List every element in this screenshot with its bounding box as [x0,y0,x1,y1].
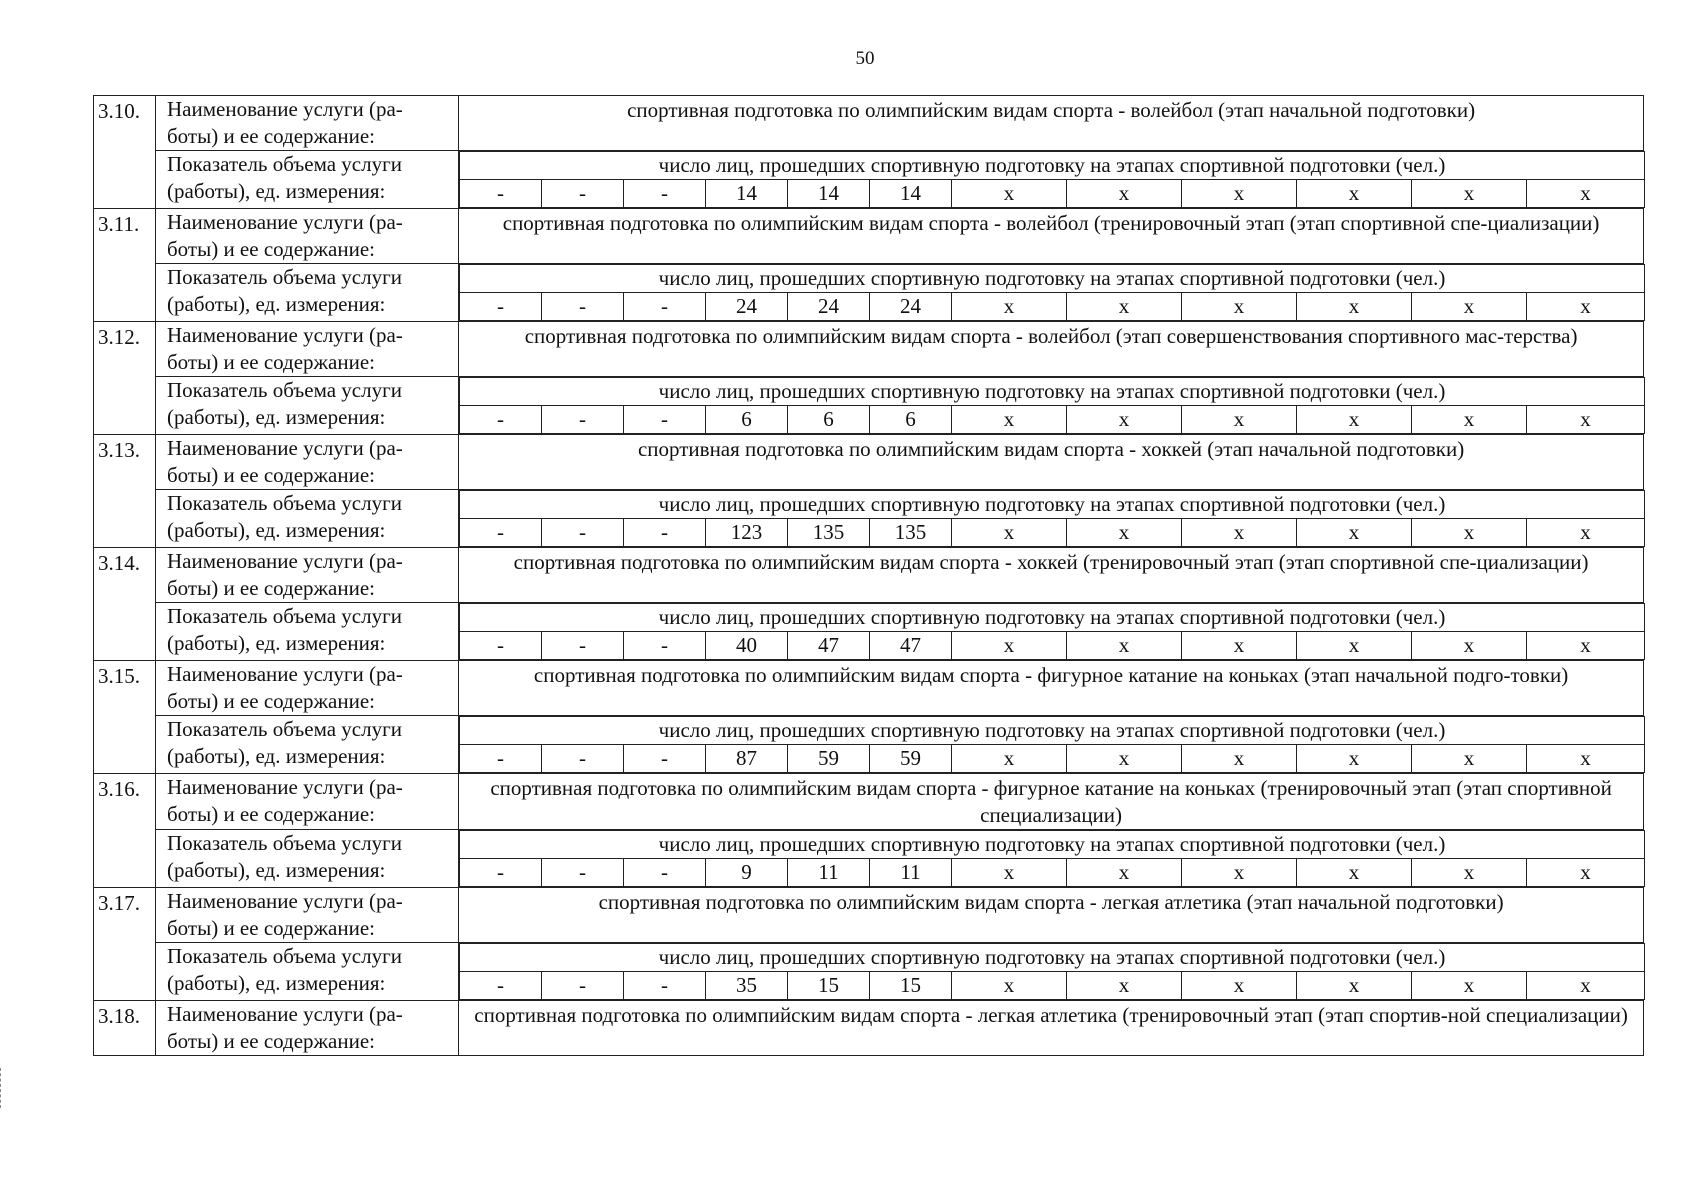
value-cell: 6 [706,406,788,434]
value-cell: - [542,293,624,321]
row-number: 3.10. [94,96,156,209]
indicator-label [156,603,459,661]
indicator-label [156,377,459,435]
indicator-block [459,151,1644,209]
row-number: 3.15. [94,661,156,774]
value-cell: - [460,745,542,773]
label-line: Наименование услуги (ра- [167,323,403,347]
value-cell: х [952,745,1067,773]
table-row [94,888,1644,943]
value-cell: х [1527,406,1645,434]
value-cell: х [1067,406,1182,434]
indicator-block [459,377,1644,435]
indicator-text: число лиц, прошедших спортивную подготовку на этапах спортивной подготовки (чел.) [460,378,1645,406]
value-cell: 123 [706,519,788,547]
value-cell: - [460,180,542,208]
label-line: Показатель объема услуги [167,265,402,289]
value-cell: - [460,859,542,887]
value-cell: х [1067,859,1182,887]
value-cell: х [1067,632,1182,660]
value-cell: 11 [788,859,870,887]
service-label [156,888,459,943]
value-cell: - [542,972,624,1000]
value-cell: - [460,632,542,660]
value-cell: х [1412,972,1527,1000]
table-row [94,774,1644,830]
value-cell: х [952,972,1067,1000]
label-line: боты) и ее содержание: [167,1029,376,1053]
value-cell: х [952,632,1067,660]
table-row [94,435,1644,490]
value-cell: 9 [706,859,788,887]
value-cell: 6 [788,406,870,434]
indicator-text: число лиц, прошедших спортивную подготовку на этапах спортивной подготовки (чел.) [460,265,1645,293]
service-name: спортивная подготовка по олимпийским видам спорта - волейбол (тренировочный этап (этап спортивной спе-циализации) [459,209,1644,264]
label-line: боты) и ее содержание: [167,576,376,600]
value-cell: х [952,293,1067,321]
value-cell: - [624,972,706,1000]
label-line: Показатель объема услуги [167,604,402,628]
indicator-block [459,264,1644,322]
table-row [94,96,1644,151]
value-cell: х [1527,745,1645,773]
services-table [93,95,1644,1056]
indicator-label [156,716,459,774]
indicator-block [459,603,1644,661]
value-cell: 24 [870,293,952,321]
service-label [156,661,459,716]
value-cell: 15 [788,972,870,1000]
indicator-subtable [459,264,1645,321]
value-cell: - [624,745,706,773]
indicator-text: число лиц, прошедших спортивную подготовку на этапах спортивной подготовки (чел.) [460,152,1645,180]
value-cell: х [952,406,1067,434]
value-cell: - [460,519,542,547]
service-label [156,209,459,264]
value-cell: х [952,180,1067,208]
value-cell: - [624,293,706,321]
value-cell: х [1527,519,1645,547]
value-cell: х [1297,406,1412,434]
indicator-label [156,151,459,209]
value-cell: х [1182,406,1297,434]
service-name: спортивная подготовка по олимпийским видам спорта - волейбол (этап совершенствования спортивного мас-терства) [459,322,1644,377]
page-number: 50 [855,48,875,69]
indicator-label [156,264,459,322]
indicator-block [459,490,1644,548]
value-cell: х [1297,180,1412,208]
value-cell: х [1527,632,1645,660]
label-line: (работы), ед. измерения: [167,179,386,203]
value-cell: х [1412,180,1527,208]
value-cell: х [1067,293,1182,321]
table-row [94,943,1644,1001]
label-line: (работы), ед. измерения: [167,405,386,429]
value-cell: - [624,406,706,434]
indicator-subtable [459,490,1645,547]
row-number: 3.12. [94,322,156,435]
value-cell: 87 [706,745,788,773]
label-line: Показатель объема услуги [167,717,402,741]
table-row [94,661,1644,716]
indicator-block [459,943,1644,1001]
value-cell: х [1067,972,1182,1000]
value-cell: х [1297,859,1412,887]
service-label [156,1001,459,1056]
label-line: Показатель объема услуги [167,378,402,402]
label-line: Наименование услуги (ра- [167,775,403,799]
value-cell: - [542,180,624,208]
indicator-subtable [459,943,1645,1000]
value-cell: х [1182,519,1297,547]
value-cell: 15 [870,972,952,1000]
row-number: 3.17. [94,888,156,1001]
value-cell: х [1067,180,1182,208]
indicator-label [156,943,459,1001]
value-cell: - [542,632,624,660]
service-name: спортивная подготовка по олимпийским видам спорта - легкая атлетика (этап начальной подготовки) [459,888,1644,943]
label-line: Показатель объема услуги [167,152,402,176]
indicator-text: число лиц, прошедших спортивную подготовку на этапах спортивной подготовки (чел.) [460,604,1645,632]
label-line: боты) и ее содержание: [167,802,376,826]
value-cell: х [1297,972,1412,1000]
table-row [94,603,1644,661]
table-row [94,377,1644,435]
value-cell: х [1182,632,1297,660]
label-line: боты) и ее содержание: [167,237,376,261]
indicator-subtable [459,151,1645,208]
value-cell: х [1412,632,1527,660]
indicator-text: число лиц, прошедших спортивную подготовку на этапах спортивной подготовки (чел.) [460,831,1645,859]
service-label [156,435,459,490]
value-cell: х [1527,293,1645,321]
indicator-subtable [459,603,1645,660]
label-line: боты) и ее содержание: [167,350,376,374]
value-cell: х [1527,859,1645,887]
value-cell: х [1412,859,1527,887]
value-cell: 35 [706,972,788,1000]
row-number: 3.14. [94,548,156,661]
indicator-label [156,490,459,548]
service-name: спортивная подготовка по олимпийским видам спорта - хоккей (тренировочный этап (этап спортивной спе-циализации) [459,548,1644,603]
value-cell: - [624,519,706,547]
margin-mark [0,1068,4,1108]
table-row [94,151,1644,209]
value-cell: х [1412,745,1527,773]
indicator-subtable [459,716,1645,773]
value-cell: - [542,745,624,773]
value-cell: х [1182,972,1297,1000]
indicator-subtable [459,377,1645,434]
value-cell: х [1182,859,1297,887]
label-line: (работы), ед. измерения: [167,518,386,542]
table-row [94,1001,1644,1056]
indicator-text: число лиц, прошедших спортивную подготовку на этапах спортивной подготовки (чел.) [460,944,1645,972]
table-row [94,209,1644,264]
service-label [156,322,459,377]
value-cell: 6 [870,406,952,434]
value-cell: 14 [788,180,870,208]
value-cell: х [1067,745,1182,773]
service-name: спортивная подготовка по олимпийским видам спорта - фигурное катание на коньках (тренировочный этап (этап спортивной специализации) [459,774,1644,830]
row-number: 3.11. [94,209,156,322]
table-row [94,548,1644,603]
value-cell: 135 [788,519,870,547]
table-row [94,830,1644,888]
label-line: Наименование услуги (ра- [167,436,403,460]
indicator-text: число лиц, прошедших спортивную подготовку на этапах спортивной подготовки (чел.) [460,491,1645,519]
indicator-block [459,830,1644,888]
label-line: Наименование услуги (ра- [167,889,403,913]
service-label [156,774,459,830]
row-number: 3.13. [94,435,156,548]
value-cell: - [460,972,542,1000]
value-cell: - [542,859,624,887]
value-cell: х [1412,519,1527,547]
table-row [94,716,1644,774]
label-line: боты) и ее содержание: [167,124,376,148]
value-cell: - [542,406,624,434]
label-line: боты) и ее содержание: [167,689,376,713]
label-line: (работы), ед. измерения: [167,744,386,768]
value-cell: х [952,519,1067,547]
row-number: 3.18. [94,1001,156,1056]
service-name: спортивная подготовка по олимпийским видам спорта - фигурное катание на коньках (этап начальной подго-товки) [459,661,1644,716]
indicator-text: число лиц, прошедших спортивную подготовку на этапах спортивной подготовки (чел.) [460,717,1645,745]
value-cell: х [1182,293,1297,321]
value-cell: х [1297,632,1412,660]
label-line: боты) и ее содержание: [167,463,376,487]
label-line: (работы), ед. измерения: [167,292,386,316]
value-cell: х [1297,745,1412,773]
value-cell: 59 [870,745,952,773]
indicator-label [156,830,459,888]
indicator-block [459,716,1644,774]
value-cell: 24 [788,293,870,321]
value-cell: - [624,632,706,660]
value-cell: - [542,519,624,547]
value-cell: 135 [870,519,952,547]
service-name: спортивная подготовка по олимпийским видам спорта - хоккей (этап начальной подготовки) [459,435,1644,490]
value-cell: х [1412,406,1527,434]
value-cell: 24 [706,293,788,321]
label-line: Наименование услуги (ра- [167,662,403,686]
label-line: Наименование услуги (ра- [167,97,403,121]
value-cell: 59 [788,745,870,773]
row-number: 3.16. [94,774,156,888]
value-cell: 47 [788,632,870,660]
value-cell: х [1412,293,1527,321]
table-row [94,490,1644,548]
label-line: Наименование услуги (ра- [167,210,403,234]
value-cell: х [1527,180,1645,208]
label-line: Показатель объема услуги [167,831,402,855]
value-cell: х [1182,745,1297,773]
service-label [156,548,459,603]
service-name: спортивная подготовка по олимпийским видам спорта - волейбол (этап начальной подготовки) [459,96,1644,151]
value-cell: х [1182,180,1297,208]
label-line: Показатель объема услуги [167,491,402,515]
table-row [94,322,1644,377]
service-label [156,96,459,151]
table-row [94,264,1644,322]
label-line: Наименование услуги (ра- [167,1002,403,1026]
value-cell: - [624,859,706,887]
value-cell: - [624,180,706,208]
value-cell: х [1067,519,1182,547]
label-line: Показатель объема услуги [167,944,402,968]
value-cell: 14 [706,180,788,208]
value-cell: 40 [706,632,788,660]
indicator-subtable [459,830,1645,887]
value-cell: х [1527,972,1645,1000]
label-line: (работы), ед. измерения: [167,631,386,655]
label-line: (работы), ед. измерения: [167,971,386,995]
label-line: боты) и ее содержание: [167,916,376,940]
value-cell: - [460,293,542,321]
service-name: спортивная подготовка по олимпийским видам спорта - легкая атлетика (тренировочный этап (этап спортив-ной специализации) [459,1001,1644,1056]
label-line: (работы), ед. измерения: [167,858,386,882]
value-cell: 11 [870,859,952,887]
value-cell: - [460,406,542,434]
value-cell: х [1297,293,1412,321]
label-line: Наименование услуги (ра- [167,549,403,573]
value-cell: х [952,859,1067,887]
value-cell: х [1297,519,1412,547]
value-cell: 14 [870,180,952,208]
value-cell: 47 [870,632,952,660]
